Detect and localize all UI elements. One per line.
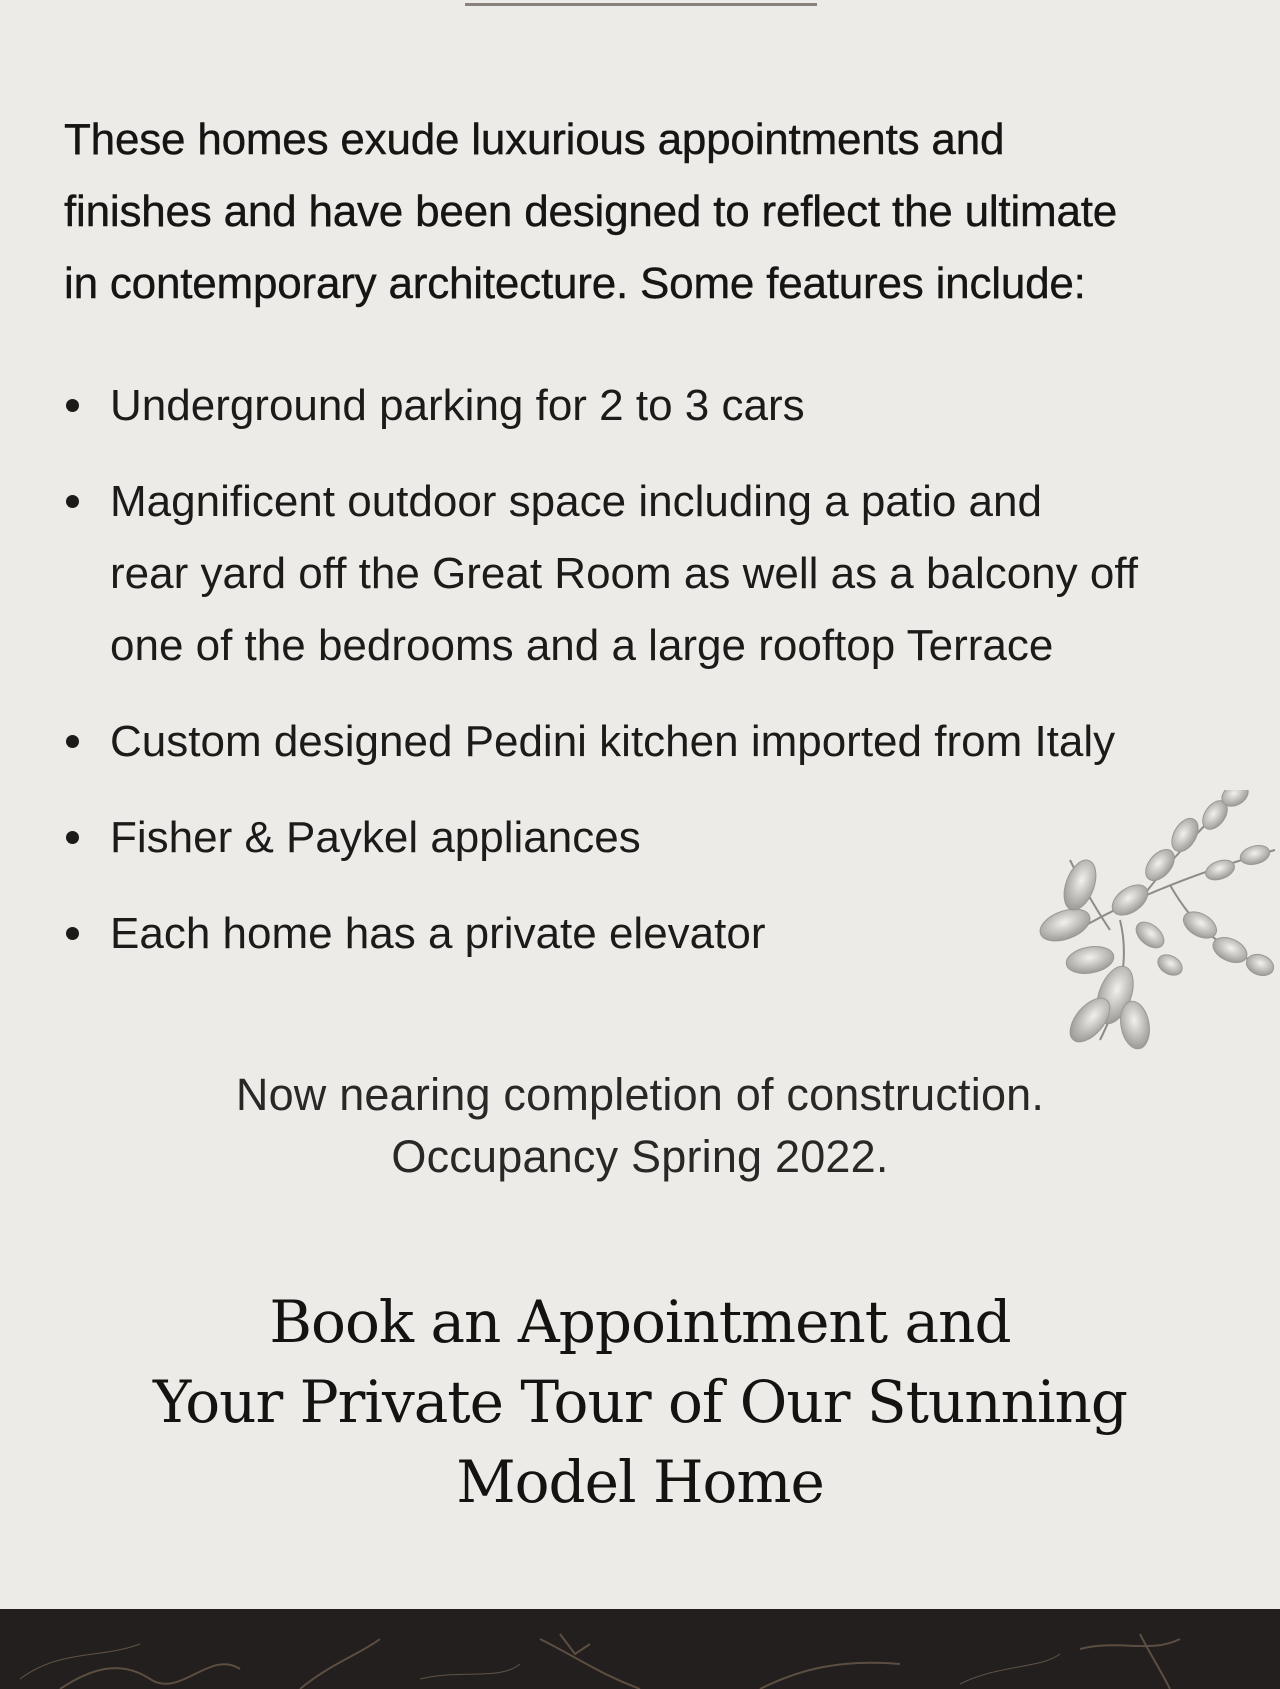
marble-footer-band (0, 1609, 1280, 1689)
bullet-icon (66, 831, 79, 844)
bullet-icon (66, 495, 79, 508)
feature-text: rear yard off the Great Room as well as a balcony off (110, 549, 1139, 598)
bullet-icon (66, 735, 79, 748)
feature-text: Custom designed Pedini kitchen imported from Italy (110, 717, 1116, 766)
feature-item-kitchen (64, 706, 1194, 778)
status-line: Occupancy Spring 2022. (391, 1131, 889, 1182)
bullet-icon (66, 927, 79, 940)
feature-text: Each home has a private elevator (110, 909, 766, 958)
intro-line: in contemporary architecture. Some features include: (64, 259, 1086, 308)
appointment-heading (0, 1282, 1280, 1522)
feature-item-outdoor-space (64, 466, 1194, 682)
intro-paragraph (64, 104, 1224, 320)
feature-text: Fisher & Paykel appliances (110, 813, 641, 862)
feature-text: Magnificent outdoor space including a patio and (110, 477, 1042, 526)
construction-status (0, 1064, 1280, 1188)
foliage-branch-icon (1020, 790, 1280, 1070)
cta-line: Model Home (456, 1448, 824, 1516)
cta-line: Your Private Tour of Our Stunning (152, 1368, 1128, 1436)
intro-line: These homes exude luxurious appointments and (64, 115, 1005, 164)
bullet-icon (66, 399, 79, 412)
top-divider (465, 3, 817, 6)
status-line: Now nearing completion of construction. (235, 1069, 1045, 1120)
feature-text: one of the bedrooms and a large rooftop Terrace (110, 621, 1054, 670)
intro-line: finishes and have been designed to reflect the ultimate (64, 187, 1118, 236)
feature-text: Underground parking for 2 to 3 cars (110, 381, 805, 430)
marble-texture (0, 1609, 1280, 1689)
feature-item-parking (64, 370, 1194, 442)
cta-line: Book an Appointment and (269, 1288, 1011, 1356)
